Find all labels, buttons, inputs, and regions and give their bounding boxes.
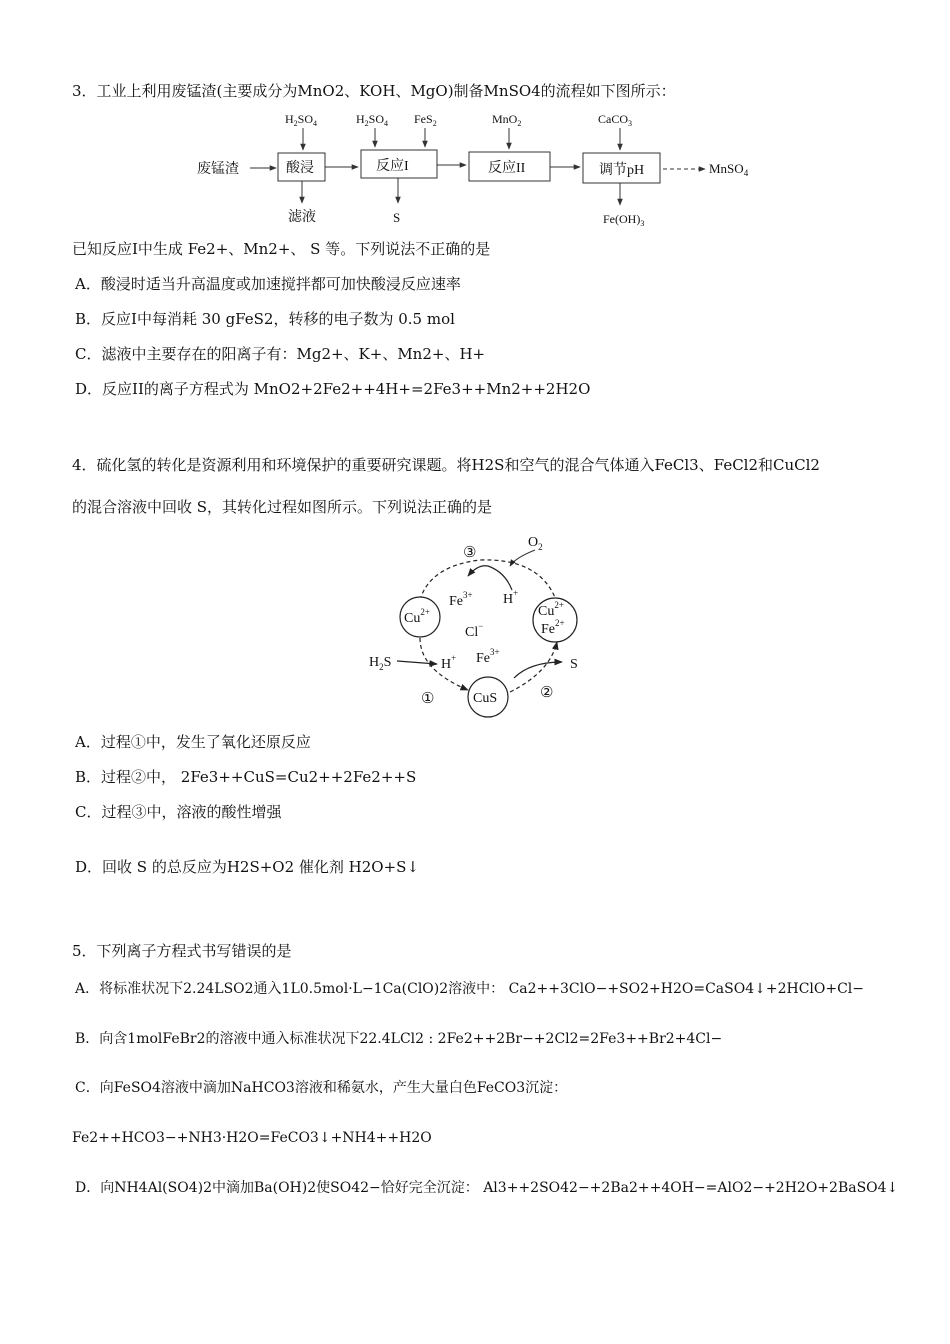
svg-text:Fe(OH)3: $Fe(OH)_3$ <box>603 212 645 228</box>
svg-text:Fe3+: $Fe^{3+}$ <box>476 647 500 666</box>
svg-text:Fe2+: $Fe^{2+}$ <box>541 618 565 637</box>
svg-text:CaCO3: CaCO$_3$ <box>598 112 632 128</box>
q4-option-d: D．回收 S 的总反应为H2S+O2 催化剂 H2O+S↓ <box>75 858 420 876</box>
svg-text:H2SO4: $H_2SO_4$ <box>285 112 318 128</box>
q3-stem: 3．工业上利用废锰渣(主要成分为MnO2、KOH、MgO)制备MnSO4的流程如下图所示： <box>72 82 676 100</box>
q5-option-d: D．向NH4Al(SO4)2中滴加Ba(OH)2使SO42−恰好完全沉淀： Al3++2SO42−+2Ba2++4OH−=AlO2−+2H2O+2BaSO4↓ <box>75 1180 899 1196</box>
q4-option-c: C．过程③中，溶液的酸性增强 <box>75 803 282 821</box>
svg-text:反应II: 反应II <box>488 161 526 176</box>
svg-text:H+: H+ <box>441 653 457 672</box>
svg-text:FeS2: FeS$_2$ <box>414 112 437 128</box>
q4-stem-line2: 的混合溶液中回收 S，其转化过程如图所示。下列说法正确的是 <box>72 498 493 516</box>
q3-option-c: C．滤液中主要存在的阳离子有：Mg2+、K+、Mn2+、H+ <box>75 345 486 363</box>
svg-text:酸浸: 酸浸 <box>286 161 314 176</box>
svg-text:③: ③ <box>463 545 477 561</box>
svg-text:Cu2+: $Cu^{2+}$ <box>538 600 564 619</box>
svg-text:调节pH: 调节pH <box>599 163 645 178</box>
q3-option-d: D．反应II的离子方程式为 MnO2+2Fe2++4H+=2Fe3++Mn2++2H2O <box>75 380 591 398</box>
cus-label: CuS <box>473 691 498 706</box>
q4-option-a: A．过程①中，发生了氧化还原反应 <box>75 733 311 751</box>
q3-option-a: A．酸浸时适当升高温度或加速搅拌都可加快酸浸反应速率 <box>75 275 461 293</box>
q5-option-b: B．向含1molFeBr2的溶液中通入标准状况下22.4LCl2 : 2Fe2++2Br−+2Cl2=2Fe3++Br2+4Cl− <box>75 1031 723 1047</box>
svg-text:H+: H+ <box>503 588 519 607</box>
svg-text:S: S <box>570 657 578 672</box>
svg-text:Fe3+: $Fe^{3+}$ <box>449 590 473 609</box>
svg-text:H2SO4: $H_2SO_4$ <box>356 112 389 128</box>
q5-option-c: C．向FeSO4溶液中滴加NaHCO3溶液和稀氨水，产生大量白色FeCO3沉淀： <box>75 1080 568 1096</box>
svg-text:MnO2: MnO$_2$ <box>492 112 522 128</box>
q5-stem: 5．下列离子方程式书写错误的是 <box>72 942 292 960</box>
svg-text:Cl−: Cl− <box>465 621 484 640</box>
svg-text:S: S <box>393 210 401 225</box>
svg-text:①: ① <box>421 691 435 707</box>
q3-known: 已知反应I中生成 Fe2+、Mn2+、 S 等。下列说法不正确的是 <box>72 240 491 258</box>
q4-cycle-diagram <box>360 525 600 720</box>
flow-product: MnSO$_4$ <box>709 161 749 178</box>
flow-start: 废锰渣 <box>197 162 239 177</box>
q5-option-a: A．将标准状况下2.24LSO2通入1L0.5mol·L−1Ca(ClO)2溶液中： Ca2++3ClO−+SO2+H2O=CaSO4↓+2HClO+Cl− <box>75 981 865 997</box>
svg-text:反应I: 反应I <box>376 159 409 174</box>
q4-stem-line1: 4．硫化氢的转化是资源利用和环境保护的重要研究课题。将H2S和空气的混合气体通入FeCl3、FeCl2和CuCl2 <box>72 456 820 474</box>
q4-option-b: B．过程②中， 2Fe3++CuS=Cu2++2Fe2++S <box>75 768 417 786</box>
svg-text:滤液: 滤液 <box>288 210 316 225</box>
svg-text:②: ② <box>540 685 554 701</box>
cu-label: $Cu^{2+}$ <box>404 607 430 626</box>
svg-text:O2: $O_2$ <box>528 535 543 552</box>
q3-flow-diagram <box>190 108 770 230</box>
svg-text:H2S: $H_2S$ <box>369 655 392 672</box>
q5-option-c-equation: Fe2++HCO3−+NH3·H2O=FeCO3↓+NH4++H2O <box>72 1130 432 1146</box>
q3-option-b: B．反应I中每消耗 30 gFeS2，转移的电子数为 0.5 mol <box>75 310 455 328</box>
